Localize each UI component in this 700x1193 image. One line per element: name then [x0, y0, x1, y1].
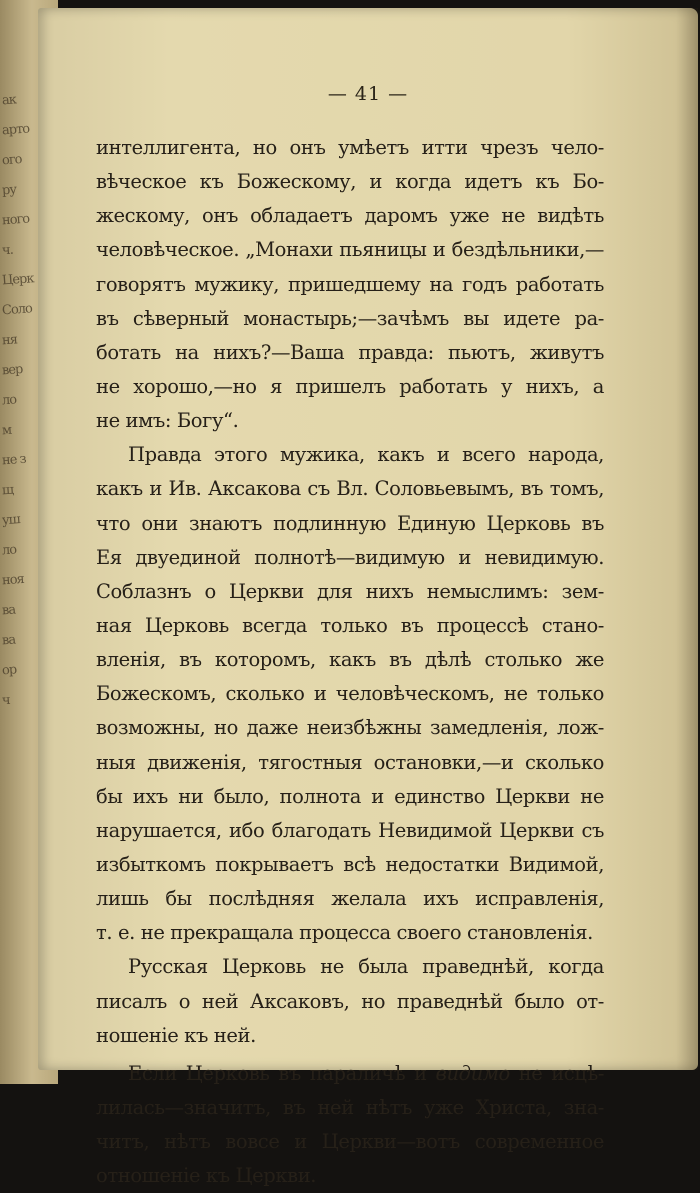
text-line: ная Церковь всегда только въ процессѣ стано-: [96, 613, 604, 637]
text-line: Соблазнъ о Церкви для нихъ немыслимъ: зем-: [96, 579, 604, 603]
text-line: избыткомъ покрываетъ всѣ недостатки Видимой,: [96, 852, 604, 876]
under-page-text-fragment: м: [1, 422, 12, 439]
page-body-text: [96, 131, 604, 1193]
text-line-with-italic: [96, 1057, 604, 1091]
text-line: Правда этого мужика, какъ и всего народа,: [128, 443, 604, 467]
under-page-text-fragment: ого: [1, 152, 22, 169]
under-page-text-fragment: ноя: [1, 571, 25, 589]
text-line: человѣческое. „Монахи пьяницы и бездѣльники,—: [96, 238, 604, 262]
text-line: не хорошо,—но я пришелъ работать у нихъ, а: [96, 374, 604, 398]
text-line: читъ, нѣтъ вовсе и Церкви—вотъ современное: [96, 1130, 604, 1154]
under-page-text-fragment: ч: [1, 692, 11, 709]
under-page-text-fragment: ва: [1, 602, 16, 619]
text-line: отношеніе къ Церкви.: [96, 1164, 317, 1188]
under-page-text-fragment: арто: [1, 121, 30, 139]
book-page: [38, 8, 698, 1188]
text-fragment: не исцѣ-: [509, 1061, 605, 1085]
under-page-text-fragment: щ: [1, 482, 14, 499]
under-page-text-fragment: ло: [1, 392, 17, 409]
text-line: говорятъ мужику, пришедшему на годъ работать: [96, 272, 604, 296]
text-line: лишь бы послѣдняя желала ихъ исправленія,: [96, 887, 604, 911]
text-line: ношеніе къ ней.: [96, 1023, 256, 1047]
text-line: возможны, но даже неизбѣжны замедленія, лож-: [96, 716, 604, 740]
text-line: ныя движенія, тягостныя остановки,—и сколько: [96, 750, 604, 774]
text-line: какъ и Ив. Аксакова съ Вл. Соловьевымъ, въ томъ,: [96, 477, 604, 501]
text-fragment: Если Церковь въ параличѣ и: [128, 1061, 436, 1085]
text-line: Ея двуединой полнотѣ—видимую и невидимую.: [96, 545, 604, 569]
under-page-text-fragment: ру: [1, 182, 17, 199]
under-page-text-fragment: ло: [1, 542, 17, 559]
under-page-text-fragment: не з: [1, 451, 27, 469]
text-line: Русская Церковь не была праведнѣй, когда: [128, 955, 604, 979]
text-line: писалъ о ней Аксаковъ, но праведнѣй было от-: [96, 989, 604, 1013]
under-page-text-fragment: ня: [1, 332, 18, 349]
under-page-text-fragment: ч.: [1, 242, 14, 259]
text-line: ботать на нихъ?—Ваша правда: пьютъ, живутъ: [96, 340, 604, 364]
text-line: нарушается, ибо благодать Невидимой Церкви съ: [96, 818, 604, 842]
text-line: т. е. не прекращала процесса своего становленія.: [96, 921, 593, 945]
text-line: интеллигента, но онъ умѣетъ итти чрезъ чело-: [96, 136, 604, 159]
text-line: лилась—значитъ, въ ней нѣтъ уже Христа, зна-: [96, 1095, 604, 1119]
page-number: — 41 —: [327, 83, 409, 105]
text-line: Божескомъ, сколько и человѣческомъ, не только: [96, 682, 604, 706]
under-page-text-fragment: Церк: [1, 271, 34, 289]
text-line: въ сѣверный монастырь;—зачѣмъ вы идете ра-: [96, 306, 604, 330]
under-page-text-fragment: ак: [1, 92, 17, 109]
under-page-text-fragment: ва: [1, 632, 16, 649]
text-line: бы ихъ ни было, полнота и единство Церкви не: [96, 784, 604, 808]
page-shadow-edge: [676, 8, 698, 1070]
italic-word: видимо: [435, 1061, 510, 1085]
text-line: жескому, онъ обладаетъ даромъ уже не видѣть: [96, 204, 604, 228]
under-page-text-fragment: Соло: [1, 301, 33, 319]
text-line: вленія, въ которомъ, какъ въ дѣлѣ столько же: [96, 648, 604, 672]
text-line: не имъ: Богу“.: [96, 409, 239, 433]
under-page-text-fragment: ного: [1, 211, 30, 229]
under-page-text-fragment: вер: [1, 361, 23, 379]
text-line: что они знаютъ подлинную Единую Церковь въ: [96, 511, 604, 535]
under-page-text-fragment: ор: [1, 662, 17, 679]
under-page-text-fragment: уш: [1, 512, 21, 529]
text-line: вѣческое къ Божескому, и когда идетъ къ Бо-: [96, 170, 604, 194]
